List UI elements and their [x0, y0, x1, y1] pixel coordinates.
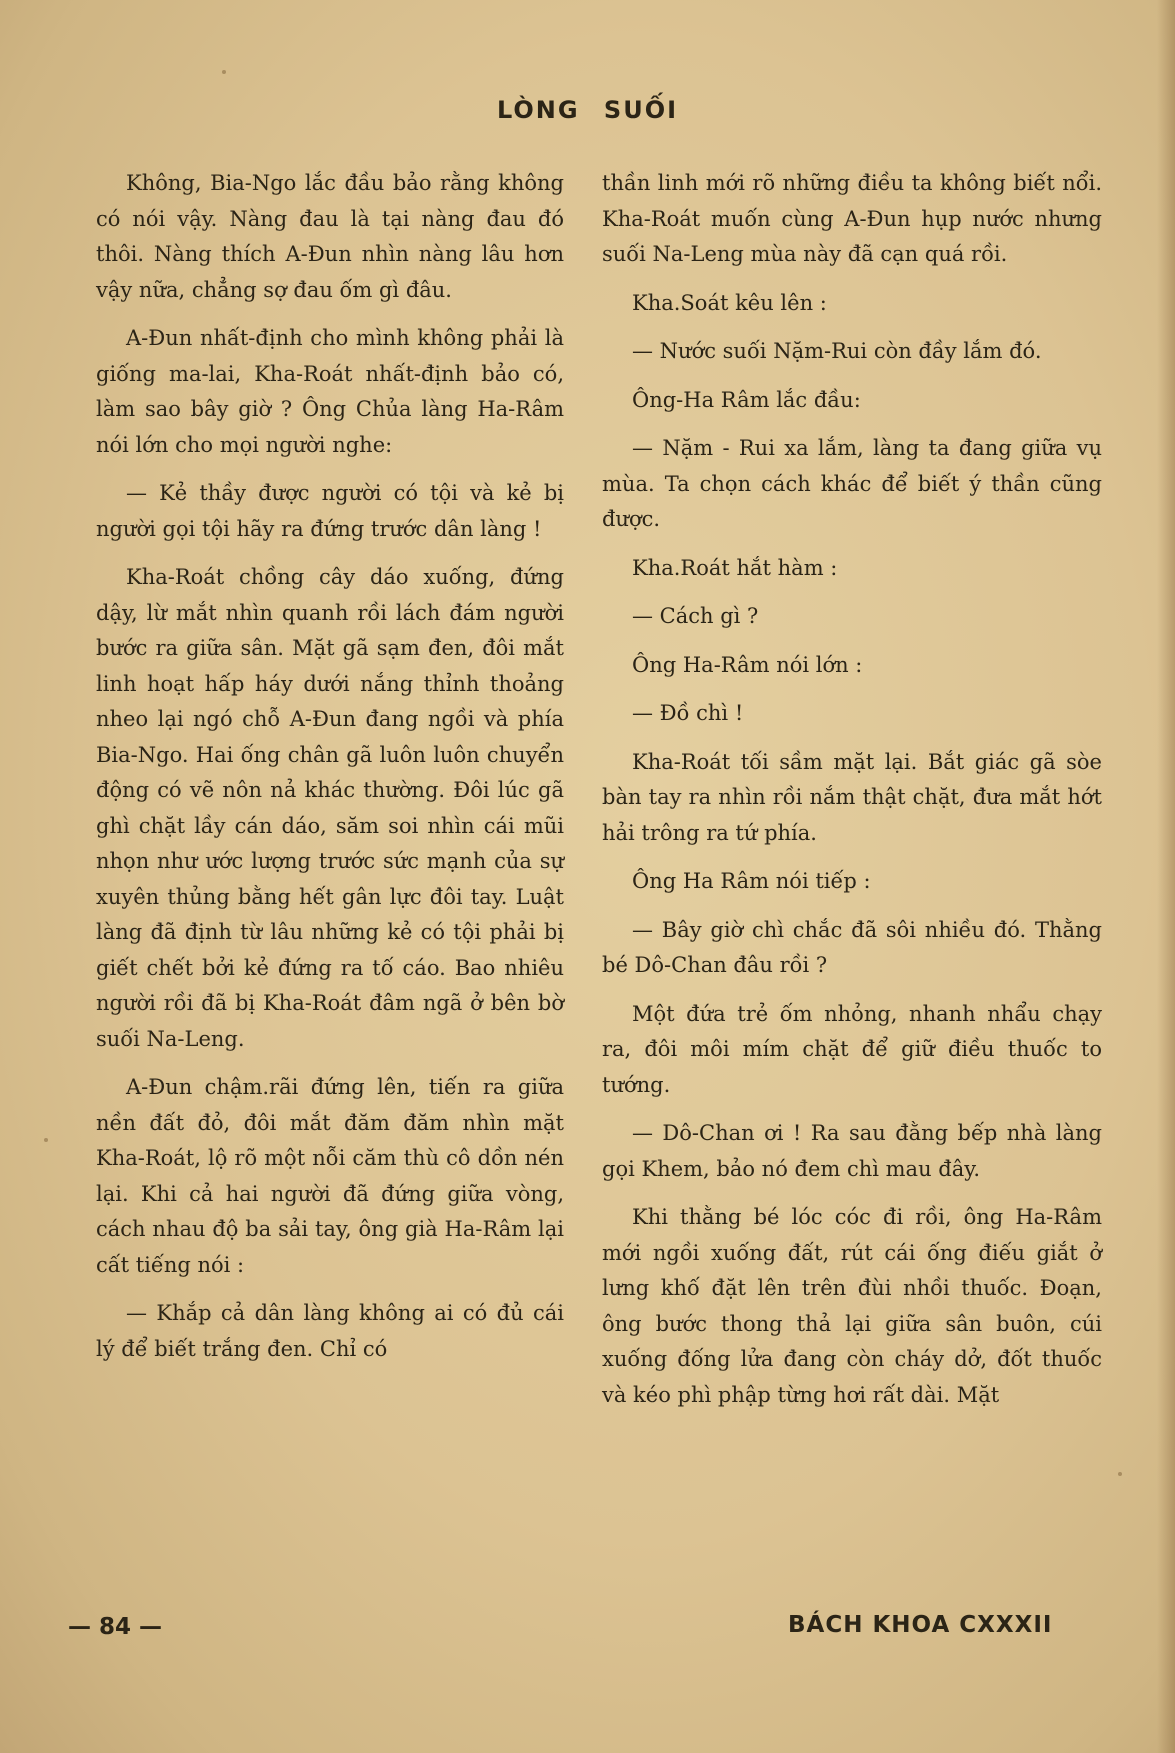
paper-speck	[44, 1138, 48, 1142]
paper-speck	[222, 70, 226, 74]
left-paragraph-2: A-Đun nhất-định cho mình không phải là giống ma-lai, Kha-Roát nhất-định bảo có, làm sao bây giờ ? Ông Chủa làng Ha-Râm nói lớn cho mọi người nghe:	[96, 326, 564, 457]
right-paragraph-15: Khi thằng bé lóc cóc đi rồi, ông Ha-Râm mới ngồi xuống đất, rút cái ống điếu giắt ở lưng khố đặt lên trên đùi nhồi thuốc. Đoạn, ông bước thong thả lại giữa sân buôn, cúi xuống đống lửa đang còn cháy dở, đốt thuốc và kéo phì phập từng hơi rất dài. Mặt	[602, 1205, 1102, 1407]
right-paragraph-11: Ông Ha Râm nói tiếp :	[632, 869, 871, 893]
publication-issue: BÁCH KHOA CXXXII	[788, 1612, 1053, 1638]
right-paragraph-7: — Cách gì ?	[632, 604, 759, 628]
left-paragraph-3: — Kẻ thầy được người có tội và kẻ bị người gọi tội hãy ra đứng trước dân làng !	[96, 481, 564, 541]
left-paragraph-4: Kha-Roát chồng cây dáo xuống, đứng dậy, lừ mắt nhìn quanh rồi lách đám người bước ra giữa sân. Mặt gã sạm đen, đôi mắt linh hoạt hấp háy dưới nắng thỉnh thoảng nheo lại ngó chỗ A-Đun đang ngồi và phía Bia-Ngo. Hai ống chân gã luôn luôn chuyển động có vẽ nôn nả khác thường. Đôi lúc gã ghì chặt lầy cán dáo, săm soi nhìn cái mũi nhọn như ước lượng trước sức mạnh của sự xuyên thủng bằng hết gân lực đôi tay. Luật làng đã định từ lâu những kẻ có tội phải bị giết chết bởi kẻ đứng ra tố cáo. Bao nhiêu người rồi đã bị Kha-Roát đâm ngã ở bên bờ suối Na-Leng.	[96, 565, 564, 1051]
right-paragraph-14: — Dô-Chan ơi ! Ra sau đằng bếp nhà làng gọi Khem, bảo nó đem chì mau đây.	[602, 1121, 1102, 1181]
right-paragraph-12: — Bây giờ chì chắc đã sôi nhiều đó. Thằng bé Dô-Chan đâu rồi ?	[602, 917, 1102, 977]
paper-speck	[1118, 1472, 1122, 1476]
left-paragraph-6: — Khắp cả dân làng không ai có đủ cái lý để biết trắng đen. Chỉ có	[96, 1301, 564, 1361]
right-paragraph-13: Một đứa trẻ ốm nhỏng, nhanh nhẩu chạy ra, đôi môi mím chặt để giữ điều thuốc to tướng.	[602, 1001, 1102, 1097]
right-paragraph-8: Ông Ha-Râm nói lớn :	[632, 652, 863, 677]
right-paragraph-5: — Nặm - Rui xa lắm, làng ta đang giữa vụ mùa. Ta chọn cách khác để biết ý thần cũng được.	[602, 436, 1102, 531]
right-paragraph-3: — Nước suối Nặm-Rui còn đầy lắm đó.	[632, 339, 1042, 363]
right-column	[602, 166, 1102, 1413]
left-paragraph-1: Không, Bia-Ngo lắc đầu bảo rằng không có nói vậy. Nàng đau là tại nàng đau đó thôi. Nàng thích A-Đun nhìn nàng lâu hơn vậy nữa, chẳng sợ đau ốm gì đâu.	[96, 171, 564, 302]
page-edge-shadow	[1157, 0, 1175, 1753]
left-column	[96, 166, 564, 1367]
left-paragraph-5: A-Đun chậm.rãi đứng lên, tiến ra giữa nền đất đỏ, đôi mắt đăm đăm nhìn mặt Kha-Roát, lộ rõ một nỗi căm thù cô dồn nén lại. Khi cả hai người đã đứng giữa vòng, cách nhau độ ba sải tay, ông già Ha-Râm lại cất tiếng nói :	[96, 1075, 564, 1277]
page-number: — 84 —	[68, 1614, 163, 1640]
right-paragraph-2: Kha.Soát kêu lên :	[632, 290, 827, 315]
right-paragraph-10: Kha-Roát tối sầm mặt lại. Bắt giác gã sòe bàn tay ra nhìn rồi nắm thật chặt, đưa mắt hớt hải trông ra tứ phía.	[602, 749, 1102, 845]
right-paragraph-9: — Đồ chì !	[632, 701, 744, 725]
page-header-title: LÒNG SUỐI	[496, 96, 679, 124]
right-paragraph-6: Kha.Roát hắt hàm :	[632, 555, 838, 580]
right-paragraph-4: Ông-Ha Râm lắc đầu:	[632, 387, 861, 412]
right-paragraph-1: thần linh mới rõ những điều ta không biết nổi. Kha-Roát muốn cùng A-Đun hụp nước nhưng suối Na-Leng mùa này đã cạn quá rồi.	[602, 171, 1102, 266]
